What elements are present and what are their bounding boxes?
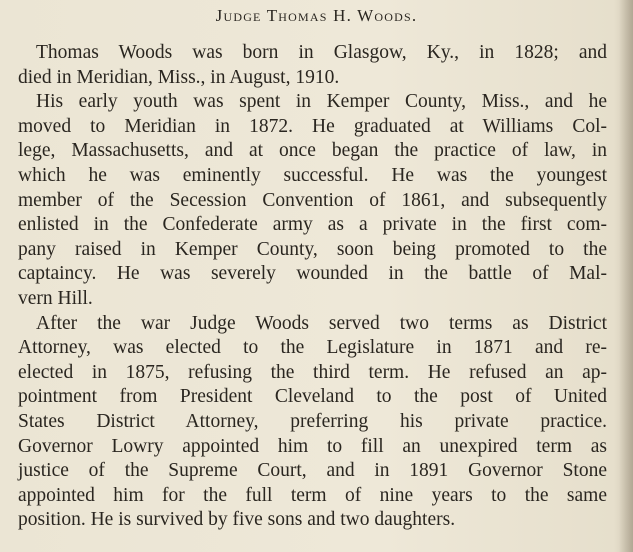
text-line: member of the Secession Convention of 1861, and subsequently <box>18 189 607 211</box>
text-line: enlisted in the Confederate army as a private in the first com- <box>18 214 607 236</box>
text-line: justice of the Supreme Court, and in 1891 Governor Stone <box>18 460 607 482</box>
text-line: pointment from President Cleveland to the post of United <box>18 386 607 408</box>
text-line: Governor Lowry appointed him to fill an unexpired term as <box>18 435 607 457</box>
text-line: His early youth was spent in Kemper County, Miss., and he <box>36 91 607 113</box>
text-line: lege, Massachusetts, and at once began the practice of law, in <box>18 140 607 162</box>
text-line: captaincy. He was severely wounded in the battle of Mal- <box>18 263 607 285</box>
text-line: elected in 1875, refusing the third term. He refused an ap- <box>18 361 607 383</box>
text-line: appointed him for the full term of nine years to the same <box>18 484 607 506</box>
text-line: States District Attorney, preferring his private practice. <box>18 410 607 432</box>
biography-text <box>18 41 607 533</box>
text-line: position. He is survived by five sons and two daughters. <box>18 509 456 531</box>
text-line: Attorney, was elected to the Legislature in 1871 and re- <box>18 337 607 359</box>
page-gutter-shadow <box>619 0 633 552</box>
page-title: Judge Thomas H. Woods. <box>215 6 418 25</box>
text-line: After the war Judge Woods served two terms as District <box>36 312 607 334</box>
text-line: vern Hill. <box>18 287 93 309</box>
text-line: which he was eminently successful. He was the youngest <box>18 164 607 186</box>
text-line: moved to Meridian in 1872. He graduated at Williams Col- <box>18 115 607 137</box>
text-line: died in Meridian, Miss., in August, 1910. <box>18 66 340 88</box>
text-line: Thomas Woods was born in Glasgow, Ky., in 1828; and <box>36 42 607 63</box>
text-line: pany raised in Kemper County, soon being promoted to the <box>18 238 607 260</box>
